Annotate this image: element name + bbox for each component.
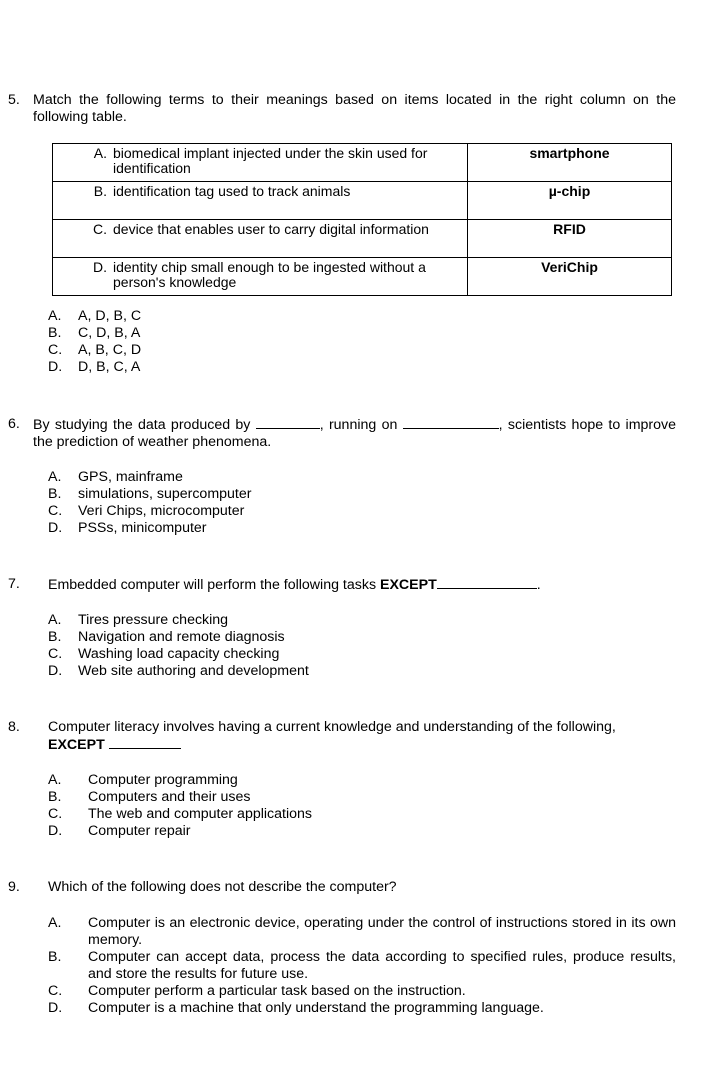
answer-option[interactable] [48,486,676,503]
table-row [53,144,672,182]
question-text-part: . [536,577,541,593]
option-text: Tires pressure checking [78,612,229,628]
answer-option[interactable] [48,629,676,646]
question-text [48,576,676,594]
option-text: Computer repair [88,823,191,839]
table-row [53,220,672,258]
option-text: Computer perform a particular task based on the instruction. [88,983,466,999]
option-letter: D. [48,520,63,536]
option-text: A, D, B, C [78,308,142,324]
meaning-letter: C. [93,221,107,237]
question-9 [8,879,676,896]
answer-option[interactable] [48,1000,676,1017]
emphasis-except: EXCEPT [380,577,437,593]
question-number: 8. [8,719,20,735]
question-6 [8,416,676,451]
option-text: Washing load capacity checking [78,646,280,662]
answer-option[interactable] [48,359,676,376]
meaning-text: device that enables user to carry digital information [113,221,429,237]
option-letter: B. [48,486,62,502]
option-text: The web and computer applications [88,806,312,822]
option-text: Computer is a machine that only understand the programming language. [88,1000,544,1016]
answer-option[interactable] [48,823,676,840]
answer-blank [437,576,537,589]
answer-option[interactable] [48,772,676,789]
answer-option[interactable] [48,612,676,629]
term-cell: smartphone [468,144,672,182]
option-text: Computer is an electronic device, operating under the control of instructions stored in its own memory. [88,915,676,948]
question-number: 5. [8,92,20,108]
option-text: simulations, supercomputer [78,486,252,502]
answer-option[interactable] [48,469,676,486]
matching-table [52,143,672,296]
term-cell: µ-chip [468,182,672,220]
option-letter: B. [48,629,62,645]
table-row [53,182,672,220]
answer-option[interactable] [48,663,676,680]
option-text: PSSs, minicomputer [78,520,207,536]
option-letter: D. [48,1000,63,1016]
answer-blank [256,416,320,429]
option-text: GPS, mainframe [78,469,183,485]
option-letter: A. [48,469,62,485]
option-letter: D. [48,359,63,375]
meaning-text: identification tag used to track animals [113,183,351,199]
answer-blank [403,416,499,429]
term-cell: VeriChip [468,258,672,296]
question-number: 6. [8,416,20,432]
option-letter: C. [48,806,63,822]
question-5 [8,92,676,126]
question-text-part: , running on [319,417,398,433]
option-letter: A. [48,612,62,628]
answer-option[interactable] [48,915,676,949]
answer-option[interactable] [48,983,676,1000]
meaning-letter: A. [93,145,107,161]
answer-option[interactable] [48,646,676,663]
question-7-options [48,612,676,680]
answer-blank [109,736,181,749]
answer-option[interactable] [48,342,676,359]
option-letter: C. [48,983,63,999]
answer-option[interactable] [48,806,676,823]
option-letter: D. [48,663,63,679]
question-number: 7. [8,576,20,592]
option-letter: A. [48,915,62,931]
question-7 [8,576,676,594]
question-text: Which of the following does not describe the computer? [48,879,397,895]
question-text [33,416,676,451]
answer-option[interactable] [48,503,676,520]
option-letter: B. [48,789,62,805]
option-letter: A. [48,772,62,788]
question-number: 9. [8,879,20,895]
meaning-letter: B. [93,183,107,199]
option-letter: C. [48,342,63,358]
answer-option[interactable] [48,520,676,537]
answer-option[interactable] [48,325,676,342]
option-letter: A. [48,308,62,324]
meaning-cell [53,144,468,182]
option-text: Computer can accept data, process the data according to specified rules, produce results, and store the results for future use. [88,949,676,982]
option-text: Web site authoring and development [78,663,309,679]
meaning-cell [53,258,468,296]
option-text: Navigation and remote diagnosis [78,629,285,645]
answer-option[interactable] [48,949,676,983]
emphasis-except: EXCEPT [48,737,105,753]
question-6-options [48,469,676,537]
question-text-part: By studying the data produced by [33,417,251,433]
meaning-text: identity chip small enough to be ingested without a person's knowledge [113,259,426,290]
option-letter: C. [48,503,63,519]
option-text: Veri Chips, microcomputer [78,503,245,519]
meaning-cell [53,220,468,258]
option-letter: B. [48,325,62,341]
question-8-options [48,772,676,840]
option-text: D, B, C, A [78,359,141,375]
option-letter: C. [48,646,63,662]
meaning-letter: D. [93,259,107,275]
option-letter: D. [48,823,63,839]
table-row [53,258,672,296]
option-text: A, B, C, D [78,342,142,358]
question-text-part: Computer literacy involves having a current knowledge and understanding of the following, [48,719,616,735]
option-text: Computer programming [88,772,238,788]
term-cell: RFID [468,220,672,258]
answer-option[interactable] [48,308,676,325]
meaning-text: biomedical implant injected under the skin used for identification [113,145,428,176]
option-letter: B. [48,949,62,965]
option-text: C, D, B, A [78,325,141,341]
question-text-part: Embedded computer will perform the following tasks [48,577,377,593]
question-5-options [48,308,676,376]
question-9-options [48,915,676,1017]
question-text: Match the following terms to their meanings based on items located in the right column on the following table. [33,92,676,125]
meaning-cell [53,182,468,220]
question-text-part: , scientists hope to improve the prediction of weather phenomena. [33,417,677,450]
answer-option[interactable] [48,789,676,806]
option-text: Computers and their uses [88,789,251,805]
question-text [48,719,676,754]
question-8 [8,719,676,754]
